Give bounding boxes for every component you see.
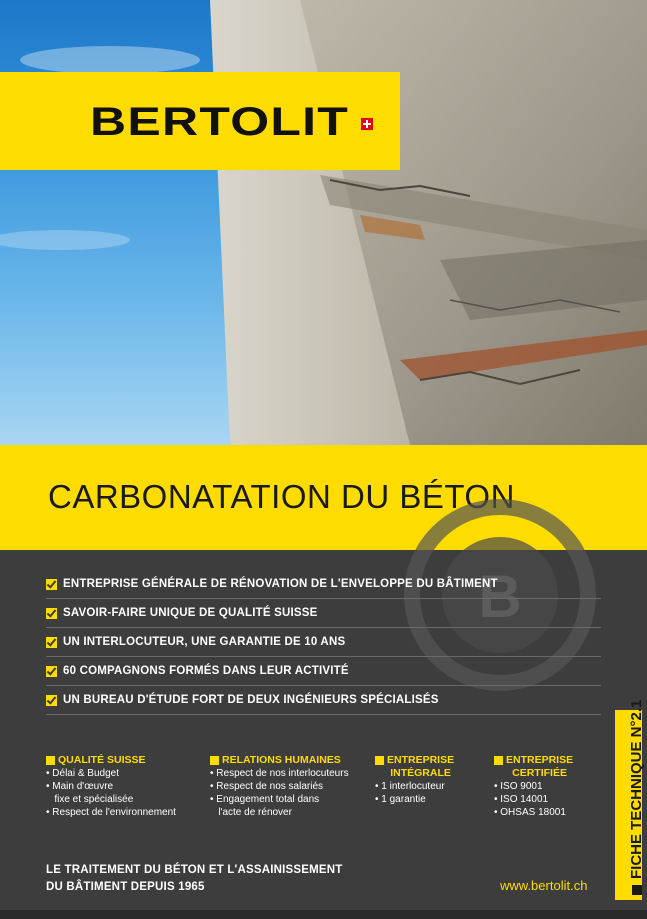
column-item: • ISO 9001 [494, 781, 543, 792]
feature-text: ENTREPRISE GÉNÉRALE DE RÉNOVATION DE L'ENVELOPPE DU BÂTIMENT [63, 578, 498, 590]
list-item [46, 686, 601, 715]
column-item: • Respect de l'environnement [46, 807, 176, 818]
list-item [46, 657, 601, 686]
column-heading: QUALITÉ SUISSE [58, 754, 146, 766]
list-item [46, 599, 601, 628]
column-item: • ISO 14001 [494, 794, 549, 805]
feature-text: UN BUREAU D'ÉTUDE FORT DE DEUX INGÉNIEURS SPÉCIALISÉS [63, 694, 439, 706]
bertolit-logo: BERTOLIT [90, 100, 350, 144]
checkmark-icon [46, 608, 57, 619]
side-label-text: FICHE TECHNIQUE N°2.1 [628, 699, 645, 879]
website-link[interactable]: www.bertolit.ch [500, 878, 588, 893]
column-item: fixe et spécialisée [46, 794, 134, 805]
feature-text: SAVOIR-FAIRE UNIQUE DE QUALITÉ SUISSE [63, 607, 318, 619]
column-qualite [46, 754, 176, 819]
svg-text:B: B [478, 563, 522, 630]
feature-list [46, 570, 601, 715]
column-item: • Main d'œuvre [46, 781, 114, 792]
column-item: • 1 garantie [375, 794, 426, 805]
checkmark-icon [46, 579, 57, 590]
concrete-wall-illustration [0, 0, 647, 445]
column-item: • Délai & Budget [46, 768, 119, 779]
column-item: • Respect de nos salariés [210, 781, 324, 792]
values-columns [0, 754, 600, 834]
fiche-technique-label [628, 700, 645, 895]
column-heading: CERTIFIÉE [512, 767, 567, 779]
feature-text: UN INTERLOCUTEUR, UNE GARANTIE DE 10 ANS [63, 636, 346, 648]
tagline-line: LE TRAITEMENT DU BÉTON ET L'ASSAINISSEMENT [46, 864, 343, 876]
list-item [46, 628, 601, 657]
square-bullet-icon [375, 756, 384, 765]
column-item: • OHSAS 18001 [494, 807, 566, 818]
checkmark-icon [46, 637, 57, 648]
column-integrale [375, 754, 454, 806]
page-title: CARBONATATION DU BÉTON [48, 478, 515, 515]
square-bullet-icon [46, 756, 55, 765]
column-item: • 1 interlocuteur [375, 781, 445, 792]
column-item: • Respect de nos interlocuteurs [210, 768, 349, 779]
feature-text: 60 COMPAGNONS FORMÉS DANS LEUR ACTIVITÉ [63, 665, 349, 677]
column-item: • Engagement total dans [210, 794, 320, 805]
column-relations [210, 754, 349, 819]
bottom-strip [0, 910, 647, 919]
tagline-line: DU BÂTIMENT DEPUIS 1965 [46, 881, 205, 893]
column-heading: ENTREPRISE [506, 754, 574, 766]
square-bullet-icon [494, 756, 503, 765]
square-bullet-icon [210, 756, 219, 765]
checkmark-icon [46, 666, 57, 677]
hero-photo [0, 0, 647, 445]
column-item: l'acte de rénover [210, 807, 292, 818]
column-heading: INTÉGRALE [390, 767, 451, 779]
square-icon [632, 885, 642, 895]
list-item [46, 570, 601, 599]
column-certifiee [494, 754, 573, 819]
swiss-flag-icon [361, 118, 373, 130]
column-heading: RELATIONS HUMAINES [222, 754, 341, 766]
tagline [46, 862, 343, 896]
checkmark-icon [46, 695, 57, 706]
column-heading: ENTREPRISE [387, 754, 455, 766]
